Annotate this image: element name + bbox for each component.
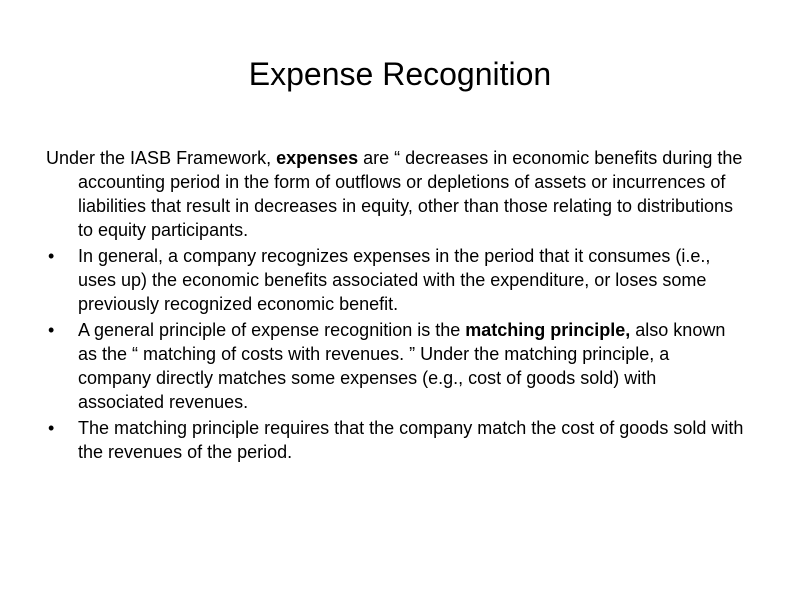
intro-text-post: are “ decreases in economic benefits during the accounting period in the form of outflows or depletions of assets or incurrences of liabilities that result in decreases in equity, other than those relating to distributions to equity participants. [78,148,743,240]
slide-title: Expense Recognition [248,56,552,92]
intro-paragraph [46,146,746,242]
slide-body [46,146,746,466]
bullet-text: In general, a company recognizes expenses in the period that it consumes (i.e., uses up) the economic benefits associated with the expenditure, or loses some previously recognized economic benefit. [78,246,711,314]
bullet-text-pre: A general principle of expense recognition is the [78,320,466,340]
intro-text-pre: Under the IASB Framework, [46,148,277,168]
bullet-text-post: also known as the “ matching of costs with revenues. ” Under the matching principle, a company directly matches some expenses (e.g., cost of goods sold) with associated revenues. [78,320,726,412]
bullet-item-3 [46,416,746,464]
bullet-item-2 [46,318,746,414]
intro-keyword: expenses [276,148,359,168]
bullet-keyword: matching principle, [465,320,631,340]
bullet-marker: • [48,418,55,438]
bullet-text: The matching principle requires that the company match the cost of goods sold with the revenues of the period. [78,418,744,462]
bullet-marker: • [48,320,55,340]
bullet-marker: • [48,246,55,266]
bullet-item-1 [46,244,746,316]
